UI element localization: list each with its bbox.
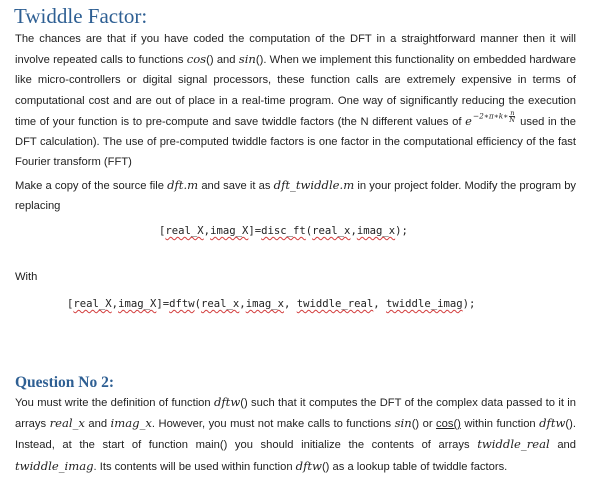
text: in your project folder. Modify the program by replacing: [15, 180, 577, 213]
math-twiddle-real: twiddle_real: [477, 437, 550, 452]
code-token: ,: [239, 298, 246, 310]
code-token: imag_X: [210, 225, 249, 237]
math-sin: sin: [238, 52, 256, 67]
code-token: ,: [350, 225, 357, 237]
code-token: imag_x: [245, 298, 284, 310]
code-token: [: [159, 225, 166, 237]
filename-target: dft_twiddle.m: [273, 178, 355, 192]
code-token: twiddle_imag: [386, 298, 463, 310]
text: cos: [436, 418, 454, 431]
code-token: );: [462, 298, 476, 310]
parens: (): [565, 418, 573, 431]
text: and: [549, 439, 577, 452]
code-token: ]=: [156, 298, 170, 310]
math-real-x: real_x: [49, 416, 85, 431]
math-imag-x: imag_x: [110, 416, 152, 431]
code-token: ,: [111, 298, 119, 310]
math-e: e: [465, 113, 472, 128]
math-dftw: dftw: [295, 458, 322, 473]
text: . When we implement this functionality on embedded hardware like micro-controllers or digital signal processors, these function calls are extremely expensive in terms of computational cost and are out of place in a real-time program. One way of significantly reducing the execution time of your function is to pre-compute and save twiddle factors (the N different values of: [15, 54, 576, 128]
question-heading: Question No 2:: [15, 374, 115, 391]
text: . However, you must not make calls to functions: [151, 418, 395, 431]
text: and: [213, 54, 239, 67]
fraction-numerator: n: [510, 109, 515, 118]
math-dftw: dftw: [539, 416, 566, 431]
parens: (): [240, 397, 248, 409]
text: or: [419, 418, 437, 431]
text: and: [84, 418, 111, 431]
math-sin: sin: [394, 416, 412, 431]
code-token: real_X: [73, 298, 112, 310]
cos-underlined: [436, 418, 461, 430]
fraction-denominator: N: [509, 116, 515, 125]
text: The chances are that if you have coded the computation of the DFT in a straightforward manner then it will involve repeated calls to functions: [15, 33, 576, 67]
math-twiddle-imag: twiddle_imag: [15, 458, 94, 473]
filename-source: dft.m: [167, 178, 199, 192]
code-token: real_x: [201, 298, 240, 310]
text: such that it computes the DFT of the complex data passed to it in arrays: [15, 397, 576, 431]
math-exponent: [473, 110, 517, 123]
code-token: real_x: [312, 225, 351, 237]
code-token: disc_ft: [261, 225, 306, 237]
parens: (): [206, 54, 214, 67]
text: used in the DFT calculation). The use of pre-computed twiddle factors is one factor in the computational efficiency of the fast Fourier transform (FFT): [15, 115, 576, 169]
parens: (): [321, 460, 330, 473]
math-dftw: dftw: [213, 395, 241, 409]
code-token: imag_x: [356, 225, 396, 237]
paragraph-instructions: [15, 175, 576, 216]
code-token: (: [194, 298, 202, 310]
code-token: ]=: [248, 225, 262, 237]
code-token: imag_X: [118, 298, 157, 310]
exponent-text: −2∗π∗k∗: [472, 111, 509, 121]
parens: (): [453, 418, 461, 431]
text: as a lookup table of twiddle factors.: [329, 460, 508, 473]
text: within function: [460, 418, 540, 431]
paragraph-intro: [15, 29, 576, 172]
text: . Its contents will be used within function: [93, 460, 296, 473]
with-label: With: [15, 271, 38, 283]
text: You must write the definition of function: [15, 397, 214, 409]
code-line-original: [159, 225, 408, 237]
code-token: ,: [283, 298, 297, 310]
text: and save it as: [198, 180, 274, 192]
section-heading: Twiddle Factor:: [14, 4, 148, 28]
text: Make a copy of the source file: [15, 180, 168, 192]
code-token: dftw: [169, 298, 195, 310]
code-token: ,: [373, 298, 387, 310]
code-token: [: [67, 298, 74, 310]
exponent-fraction: [509, 110, 515, 123]
code-token: twiddle_real: [296, 298, 374, 310]
text: . Instead, at the start of function main() you should initialize the contents of arrays: [15, 418, 576, 452]
parens: (): [255, 54, 264, 67]
code-token: );: [395, 225, 408, 237]
code-token: real_X: [165, 225, 204, 237]
code-line-replacement: [67, 298, 475, 310]
parens: (): [411, 418, 420, 431]
code-token: ,: [203, 225, 211, 237]
code-token: (: [305, 225, 313, 237]
math-cos: cos: [186, 52, 207, 67]
paragraph-question: [15, 392, 576, 477]
